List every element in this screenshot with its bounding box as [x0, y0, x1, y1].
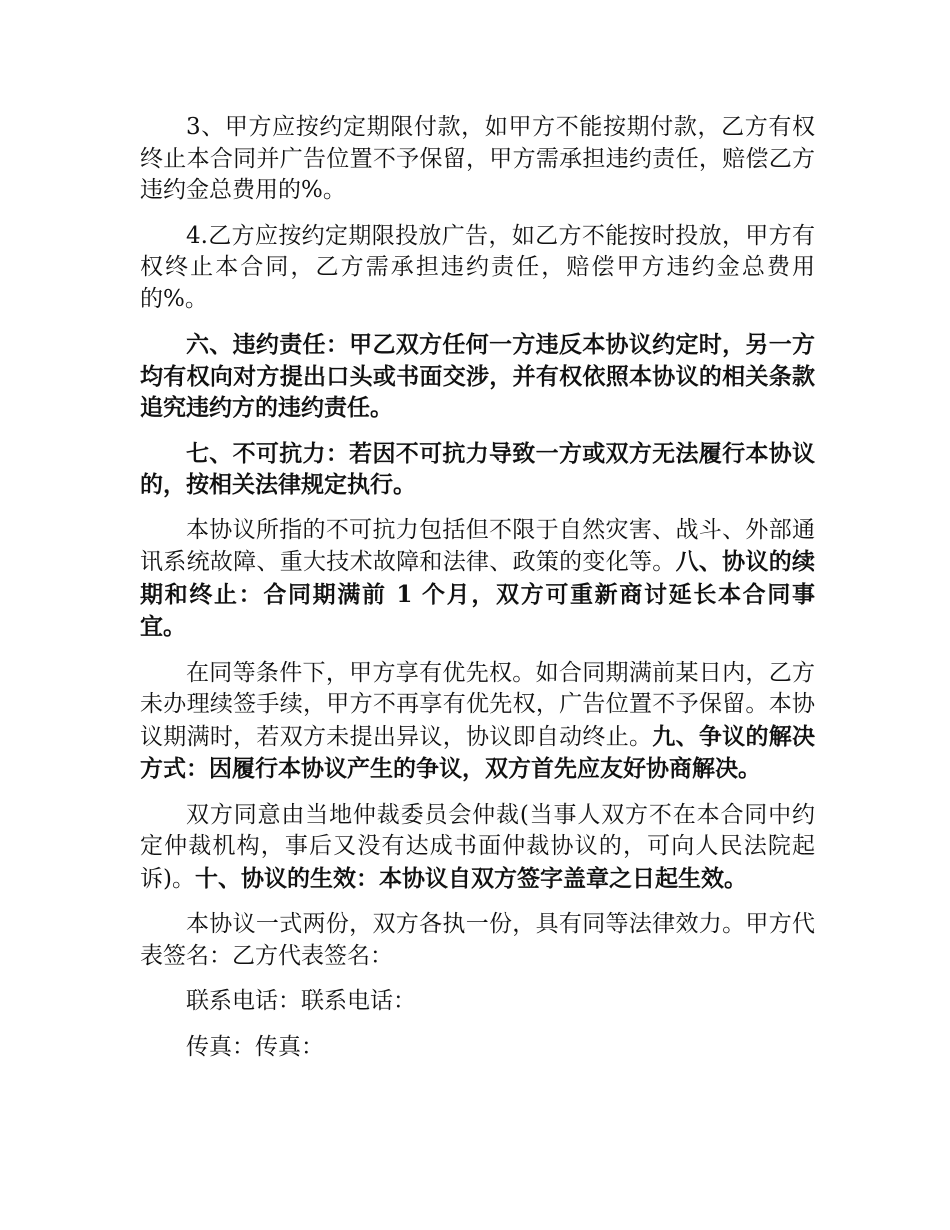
clause-ad-placement-term — [140, 221, 815, 316]
section-liability — [140, 329, 815, 424]
paragraph-text: 本协议所指的不可抗力包括但不限于自然灾害、战斗、外部通讯系统故障、重大技术故障和法律、政策的变化等。 — [140, 516, 815, 575]
paragraph-text: 双方同意由当地仲裁委员会仲裁(当事人双方不在本合同中约定仲裁机构，事后又没有达成书面仲裁协议的，可向人民法院起诉)。 — [140, 801, 815, 892]
paragraph-text: 在同等条件下，甲方享有优先权。如合同期满前某日内，乙方未办理续签手续，甲方不再享有优先权，广告位置不予保留。本协议期满时，若双方未提出异议，协议即自动终止。 — [140, 659, 815, 750]
contact-phone-line — [140, 986, 815, 1018]
paragraph-arbitration-and-effect — [140, 800, 815, 896]
paragraph-text: 传真：传真： — [186, 1033, 324, 1060]
paragraph-priority-and-disputes — [140, 658, 815, 786]
clause-payment-term — [140, 112, 815, 207]
section-heading-text: 六、违约责任：甲乙双方任何一方违反本协议约定时，另一方均有权向对方提出口头或书面交涉，并有权依照本协议的相关条款追究违约方的违约责任。 — [140, 331, 815, 421]
paragraph-text: 联系电话：联系电话： — [186, 988, 416, 1014]
paragraph-text: 3、甲方应按约定期限付款，如甲方不能按期付款，乙方有权终止本合同并广告位置不予保留，甲方需承担违约责任，赔偿乙方违约金总费用的%。 — [140, 114, 815, 203]
paragraph-force-majeure-and-renewal — [140, 515, 815, 644]
fax-line — [140, 1032, 815, 1064]
document-body — [140, 112, 815, 1077]
paragraph-text: 4.乙方应按约定期限投放广告，如乙方不能按时投放，甲方有权终止本合同，乙方需承担违约责任，赔偿甲方违约金总费用的%。 — [140, 222, 815, 312]
section-force-majeure — [140, 438, 815, 501]
section-renewal-heading: 八、协议的续期和终止：合同期满前 1 个月，双方可重新商讨延长本合同事宜。 — [140, 548, 816, 640]
paragraph-copies-and-signatures — [140, 909, 815, 972]
section-dispute-heading: 九、争议的解决方式：因履行本协议产生的争议，双方首先应友好协商解决。 — [140, 722, 816, 782]
section-effect-heading: 十、协议的生效：本协议自双方签字盖章之日起生效。 — [194, 864, 747, 892]
section-heading-text: 七、不可抗力：若因不可抗力导致一方或双方无法履行本协议的，按相关法律规定执行。 — [140, 439, 815, 498]
paragraph-text: 本协议一式两份，双方各执一份，具有同等法律效力。甲方代表签名：乙方代表签名： — [140, 911, 815, 969]
